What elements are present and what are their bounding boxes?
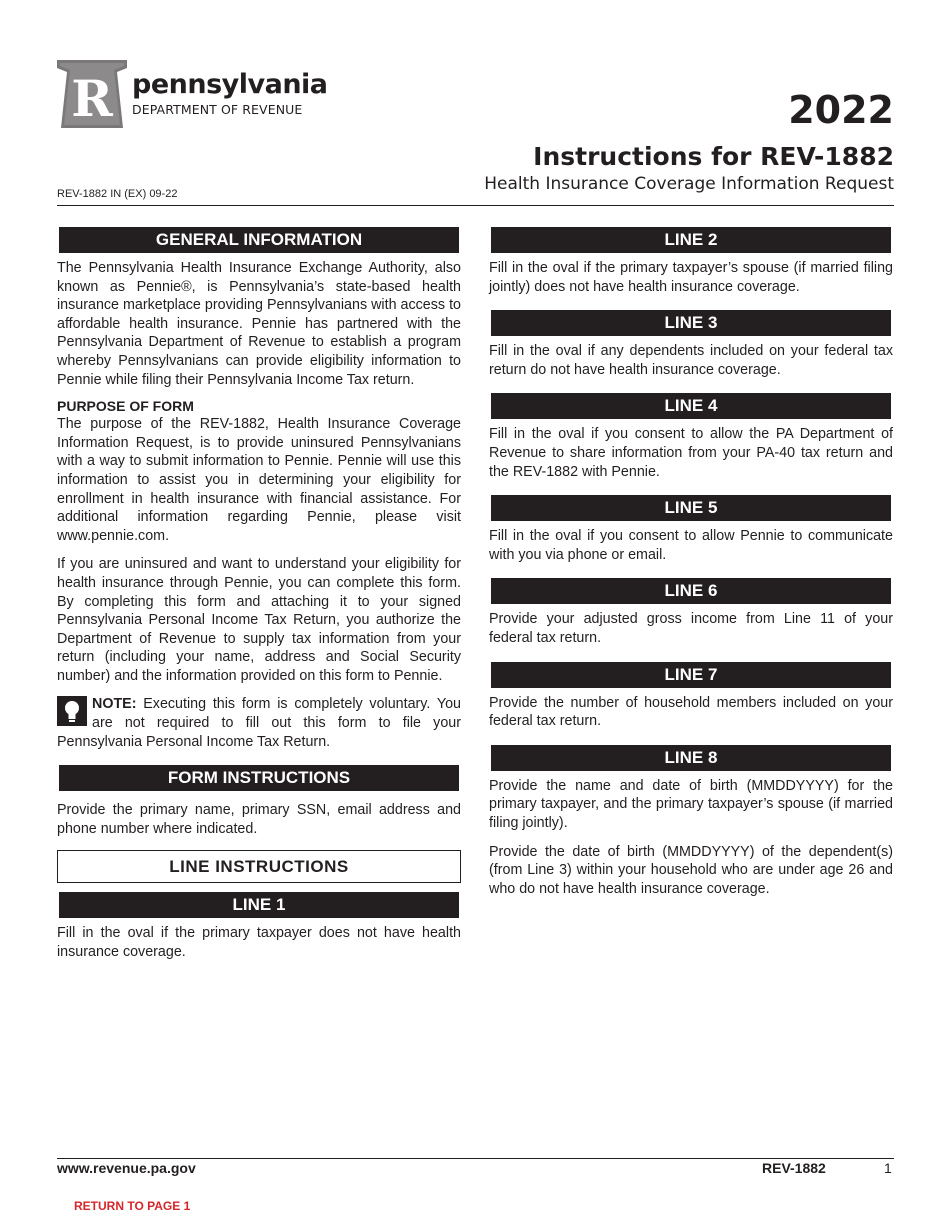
line-5-text: Fill in the oval if you consent to allow Pennie to communicate with you via phone or email.	[489, 528, 893, 563]
purpose-heading: PURPOSE OF FORM	[57, 398, 194, 415]
footer-divider	[57, 1158, 894, 1159]
page-subtitle: Health Insurance Coverage Information Request	[484, 174, 894, 194]
uninsured-text: If you are uninsured and want to understand your eligibility for health insurance through Pennie, you can complete this form. By completing this form and attaching it to your signed Pennsylvania Personal Income Tax Return, you authorize the Department of Revenue to supply tax information from your return (including your name, address and Social Security number) and the information provided on this form to Pennie.	[57, 556, 461, 684]
line-1-text: Fill in the oval if the primary taxpayer does not have health insurance coverage.	[57, 925, 461, 961]
form-instructions-text: Provide the primary name, primary SSN, email address and phone number where indicated.	[57, 802, 461, 837]
line-7-text: Provide the number of household members included on your federal tax return.	[489, 694, 893, 730]
footer-form-code: REV-1882	[762, 1160, 826, 1176]
line-8-text-1: Provide the name and date of birth (MMDDYYYY) for the primary taxpayer, and the primary taxpayer’s spouse (if married filing jointly).	[489, 777, 893, 831]
left-column	[57, 227, 461, 962]
keystone-logo	[57, 60, 127, 133]
note-block	[57, 695, 461, 751]
form-code: REV-1882 IN (EX) 09-22	[57, 188, 178, 200]
general-information-heading: GENERAL INFORMATION	[59, 227, 459, 253]
department-name: DEPARTMENT OF REVENUE	[132, 102, 303, 117]
purpose-text: The purpose of the REV-1882, Health Insurance Coverage Information Request, is to provide uninsured Pennsylvanians with a way to submit information to Pennie. Pennie will use this information to assist you in determining your eligibility for enrollment in health insurance with financial assistance. For additional information regarding Pennie, please visit www.pennie.com.	[57, 416, 461, 544]
keystone-icon	[57, 60, 127, 128]
line-7-heading: LINE 7	[491, 662, 891, 688]
form-instructions-heading: FORM INSTRUCTIONS	[59, 765, 459, 791]
footer-website: www.revenue.pa.gov	[57, 1160, 196, 1176]
right-column	[489, 227, 893, 898]
page-number: 1	[884, 1160, 892, 1176]
line-instructions-heading: LINE INSTRUCTIONS	[57, 850, 461, 883]
tax-year: 2022	[788, 88, 894, 132]
line-8-heading: LINE 8	[491, 745, 891, 771]
line-5-heading: LINE 5	[491, 495, 891, 521]
line-3-heading: LINE 3	[491, 310, 891, 336]
line-6-heading: LINE 6	[491, 578, 891, 604]
line-6-text: Provide your adjusted gross income from Line 11 of your federal tax return.	[489, 611, 893, 646]
lightbulb-icon	[57, 696, 87, 726]
note-label: NOTE:	[92, 696, 137, 713]
general-information-text: The Pennsylvania Health Insurance Exchange Authority, also known as Pennie®, is Pennsylvania’s state-based health insurance marketplace providing Pennsylvanians with access to affordable health insurance. Pennie has partnered with the Pennsylvania Department of Revenue to establish a program whereby Pennsylvanians can provide eligibility information to Pennie while filing their Pennsylvania Income Tax return.	[57, 260, 461, 388]
logo-wordmark: pennsylvania	[132, 69, 328, 100]
logo-text	[132, 70, 328, 117]
line-2-text: Fill in the oval if the primary taxpayer’s spouse (if married filing jointly) does not have health insurance coverage.	[489, 260, 893, 295]
return-to-page-1-link[interactable]: RETURN TO PAGE 1	[74, 1199, 191, 1213]
svg-text:R: R	[71, 69, 113, 128]
page-title: Instructions for REV-1882	[533, 142, 894, 171]
header-divider	[57, 205, 894, 206]
line-8-text-2: Provide the date of birth (MMDDYYYY) of the dependent(s) (from Line 3) within your household who are under age 26 and who do not have health insurance coverage.	[489, 843, 893, 897]
line-1-heading: LINE 1	[59, 892, 459, 918]
line-2-heading: LINE 2	[491, 227, 891, 253]
line-4-text: Fill in the oval if you consent to allow the PA Department of Revenue to share information from your PA-40 tax return and the REV-1882 with Pennie.	[489, 426, 893, 480]
line-4-heading: LINE 4	[491, 393, 891, 419]
note-text: Executing this form is completely voluntary. You are not required to fill out this form to file your Pennsylvania Personal Income Tax Return.	[57, 696, 461, 750]
line-3-text: Fill in the oval if any dependents included on your federal tax return do not have health insurance coverage.	[489, 343, 893, 378]
